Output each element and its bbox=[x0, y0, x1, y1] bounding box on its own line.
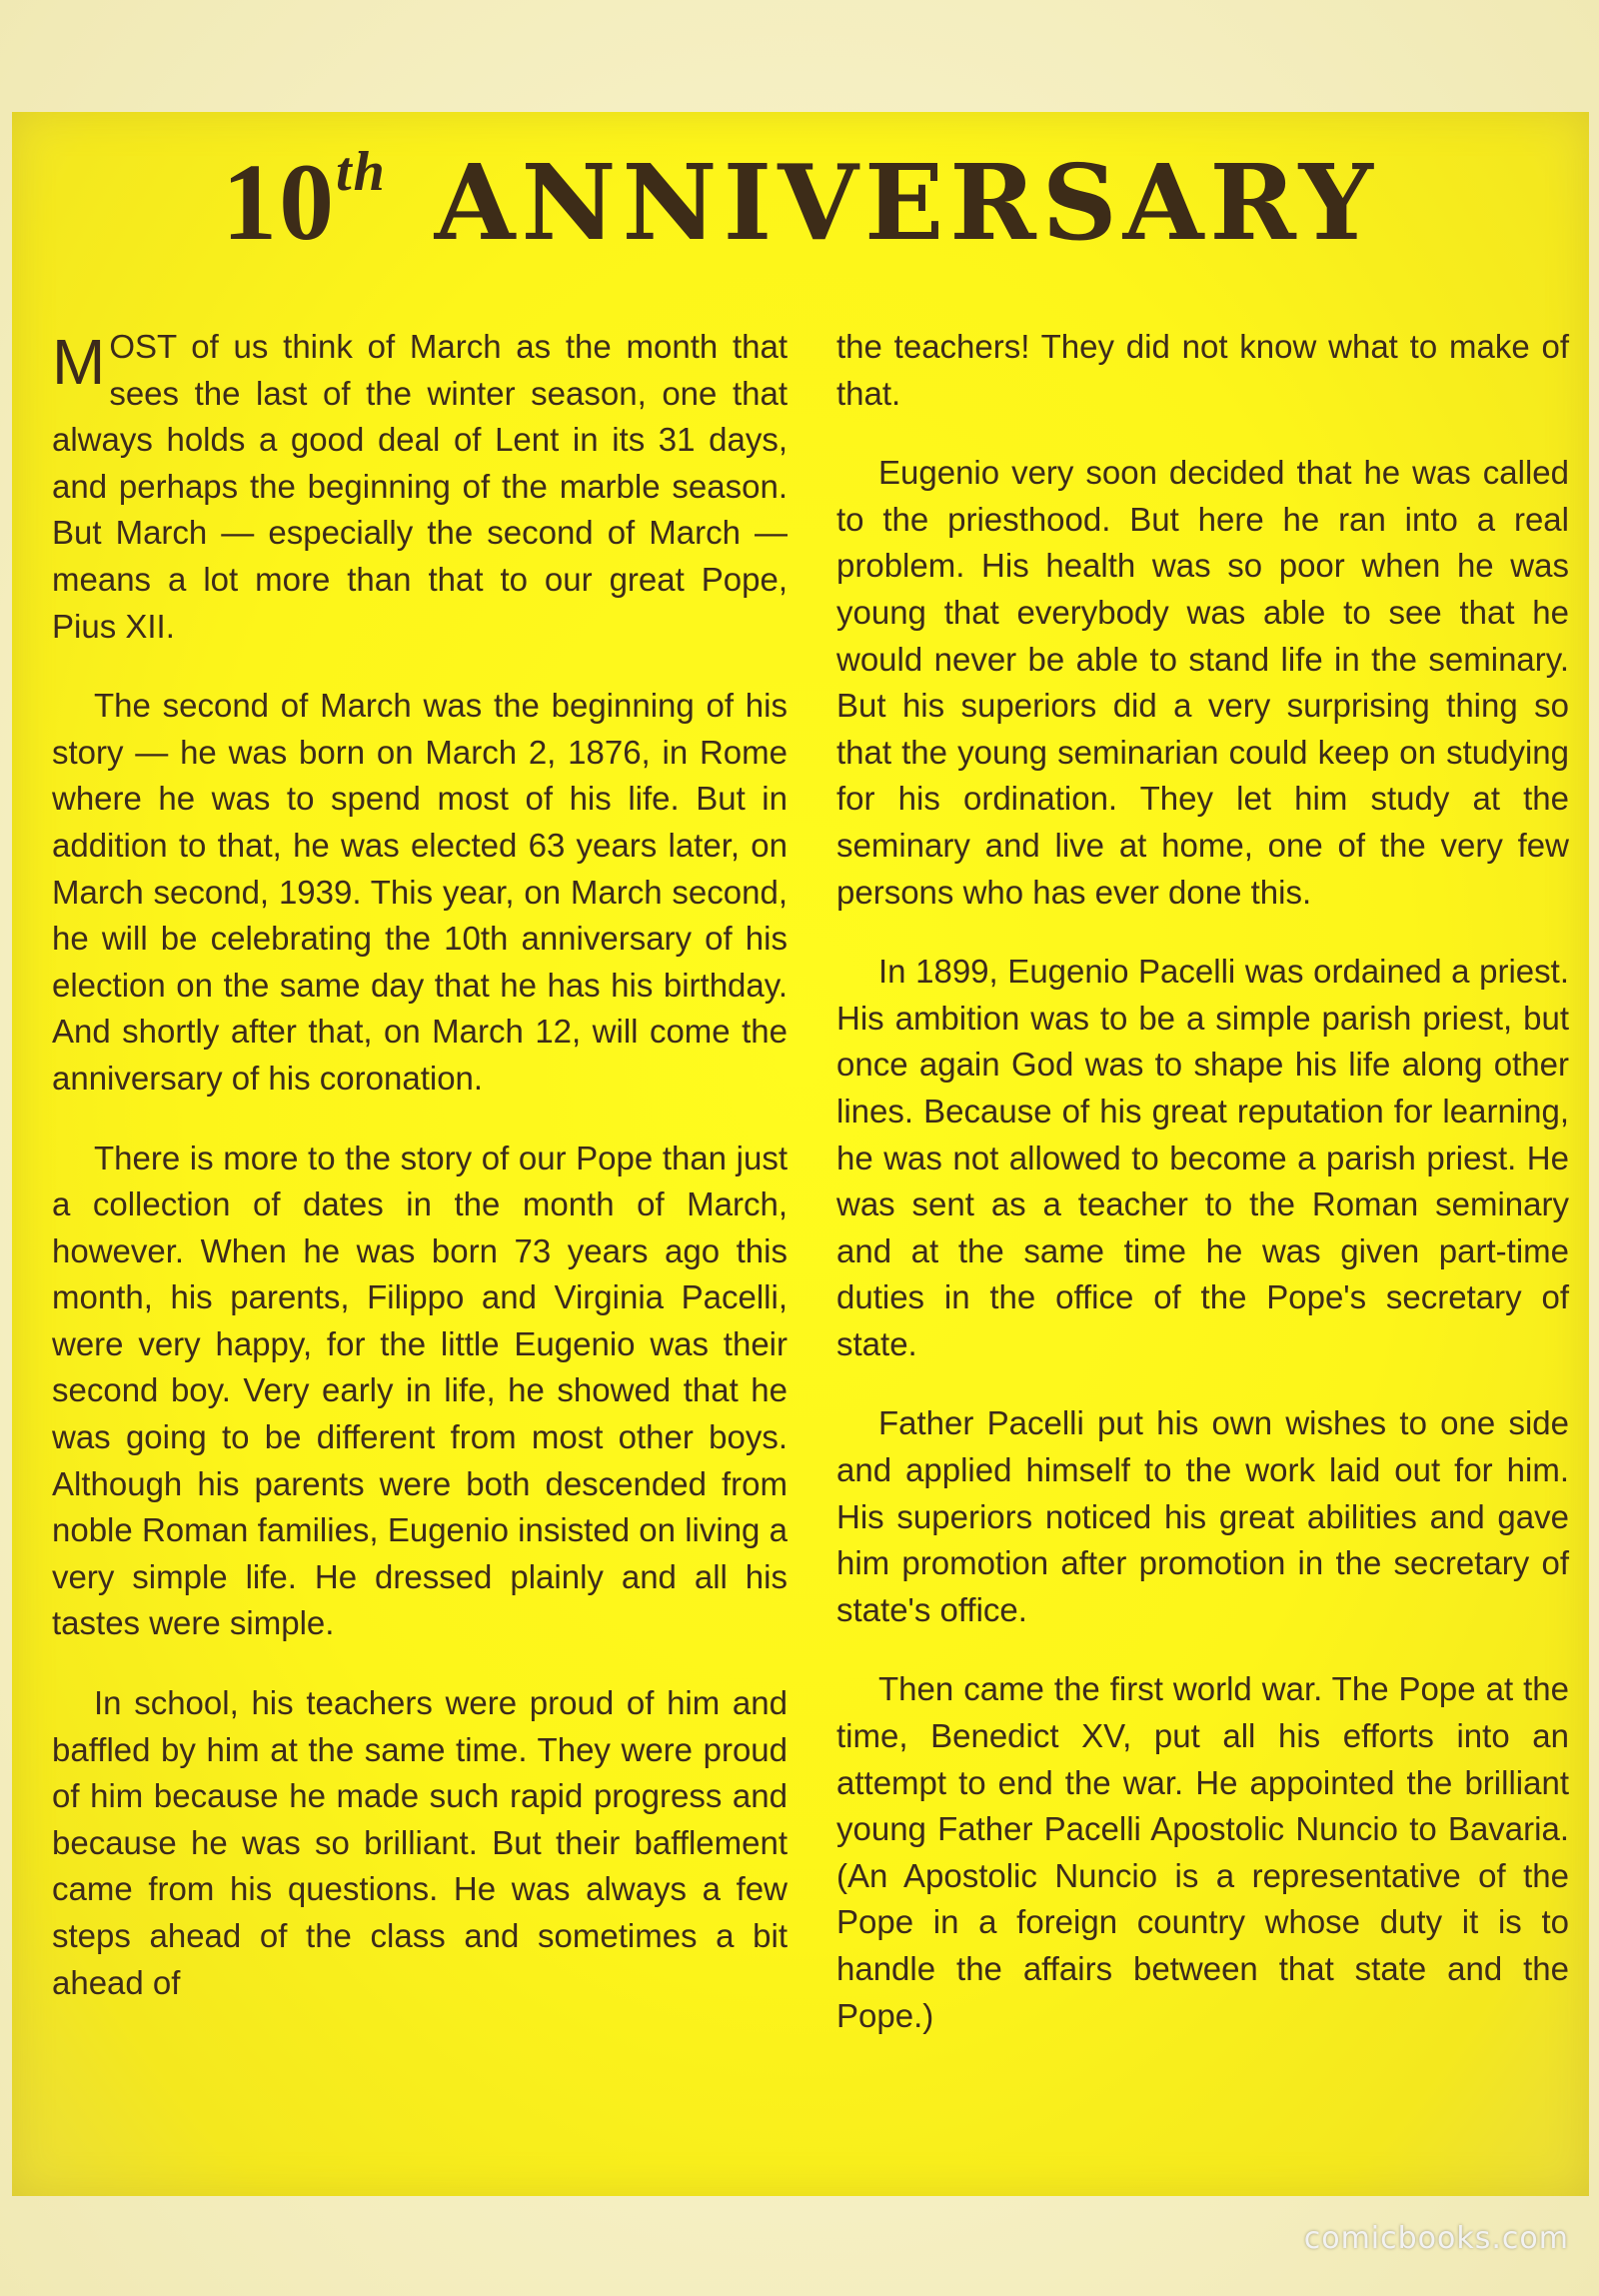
drop-cap: M bbox=[52, 326, 106, 398]
watermark: comicbooks.com bbox=[1303, 2221, 1569, 2256]
right-column bbox=[836, 324, 1569, 2072]
paragraph: Then came the first world war. The Pope at the time, Benedict XV, put all his efforts into an attempt to end the war. He appointed the brilliant young Father Pacelli Apostolic Nuncio to Bavaria. (An Apostolic Nuncio is a representative of the Pope in a foreign country whose duty it is to handle the affairs between that state and the Pope.) bbox=[836, 1670, 1569, 2034]
paragraph-continuation: the teachers! They did not know what to make of that. bbox=[836, 328, 1569, 412]
paragraph: Father Pacelli put his own wishes to one side and applied himself to the work laid out for him. His superiors noticed his great abilities and gave him promotion after promotion in the secretary of state's office. bbox=[836, 1404, 1569, 1628]
paragraph: Eugenio very soon decided that he was called to the priesthood. But here he ran into a real problem. His health was so poor when he was young that everybody was able to see that he would never be able to stand life in the seminary. But his superiors did a very surprising thing so that the young seminarian could keep on studying for his ordination. They let him study at the seminary and live at home, one of the very few persons who has ever done this. bbox=[836, 454, 1569, 911]
paragraph: MOST of us think of March as the month that sees the last of the winter season, one that always holds a good deal of Lent in its 31 days, and perhaps the beginning of the marble season. But March — especially the second of March — means a lot more than that to our great Pope, Pius XII. bbox=[52, 326, 788, 645]
article-title bbox=[12, 112, 1589, 292]
title-number: 10 bbox=[222, 140, 337, 263]
title-suffix: th bbox=[336, 141, 387, 203]
paragraph: In 1899, Eugenio Pacelli was ordained a priest. His ambition was to be a simple parish priest, but once again God was to shape his life along other lines. Because of his great reputation for learning, he was not allowed to become a parish priest. He was sent as a teacher to the Roman seminary and at the same time he was given part-time duties in the office of the Pope's secretary of state. bbox=[836, 953, 1569, 1362]
article-panel bbox=[12, 112, 1589, 2196]
paragraph: In school, his teachers were proud of him and baffled by him at the same time. They were proud of him because he made such rapid progress and because he was so brilliant. But their bafflement came from his questions. He was always a few steps ahead of the class and sometimes a bit ahead of bbox=[52, 1684, 788, 2001]
paragraph: The second of March was the beginning of his story — he was born on March 2, 1876, in Rome where he was to spend most of his life. But in addition to that, he was elected 63 years later, on March second, 1939. This year, on March second, he will be celebrating the 10th anniversary of his election on the same day that he has his birthday. And shortly after that, on March 12, will come the anniversary of his coronation. bbox=[52, 687, 788, 1097]
left-column bbox=[52, 324, 788, 2039]
title-word: ANNIVERSARY bbox=[434, 140, 1379, 264]
paragraph: There is more to the story of our Pope than just a collection of dates in the month of March, however. When he was born 73 years ago this month, his parents, Filippo and Virginia Pacelli, were very happy, for the little Eugenio was their second boy. Very early in life, he showed that he was going to be different from most other boys. Although his parents were both descended from noble Roman families, Eugenio insisted on living a very simple life. He dressed plainly and all his tastes were simple. bbox=[52, 1139, 788, 1642]
